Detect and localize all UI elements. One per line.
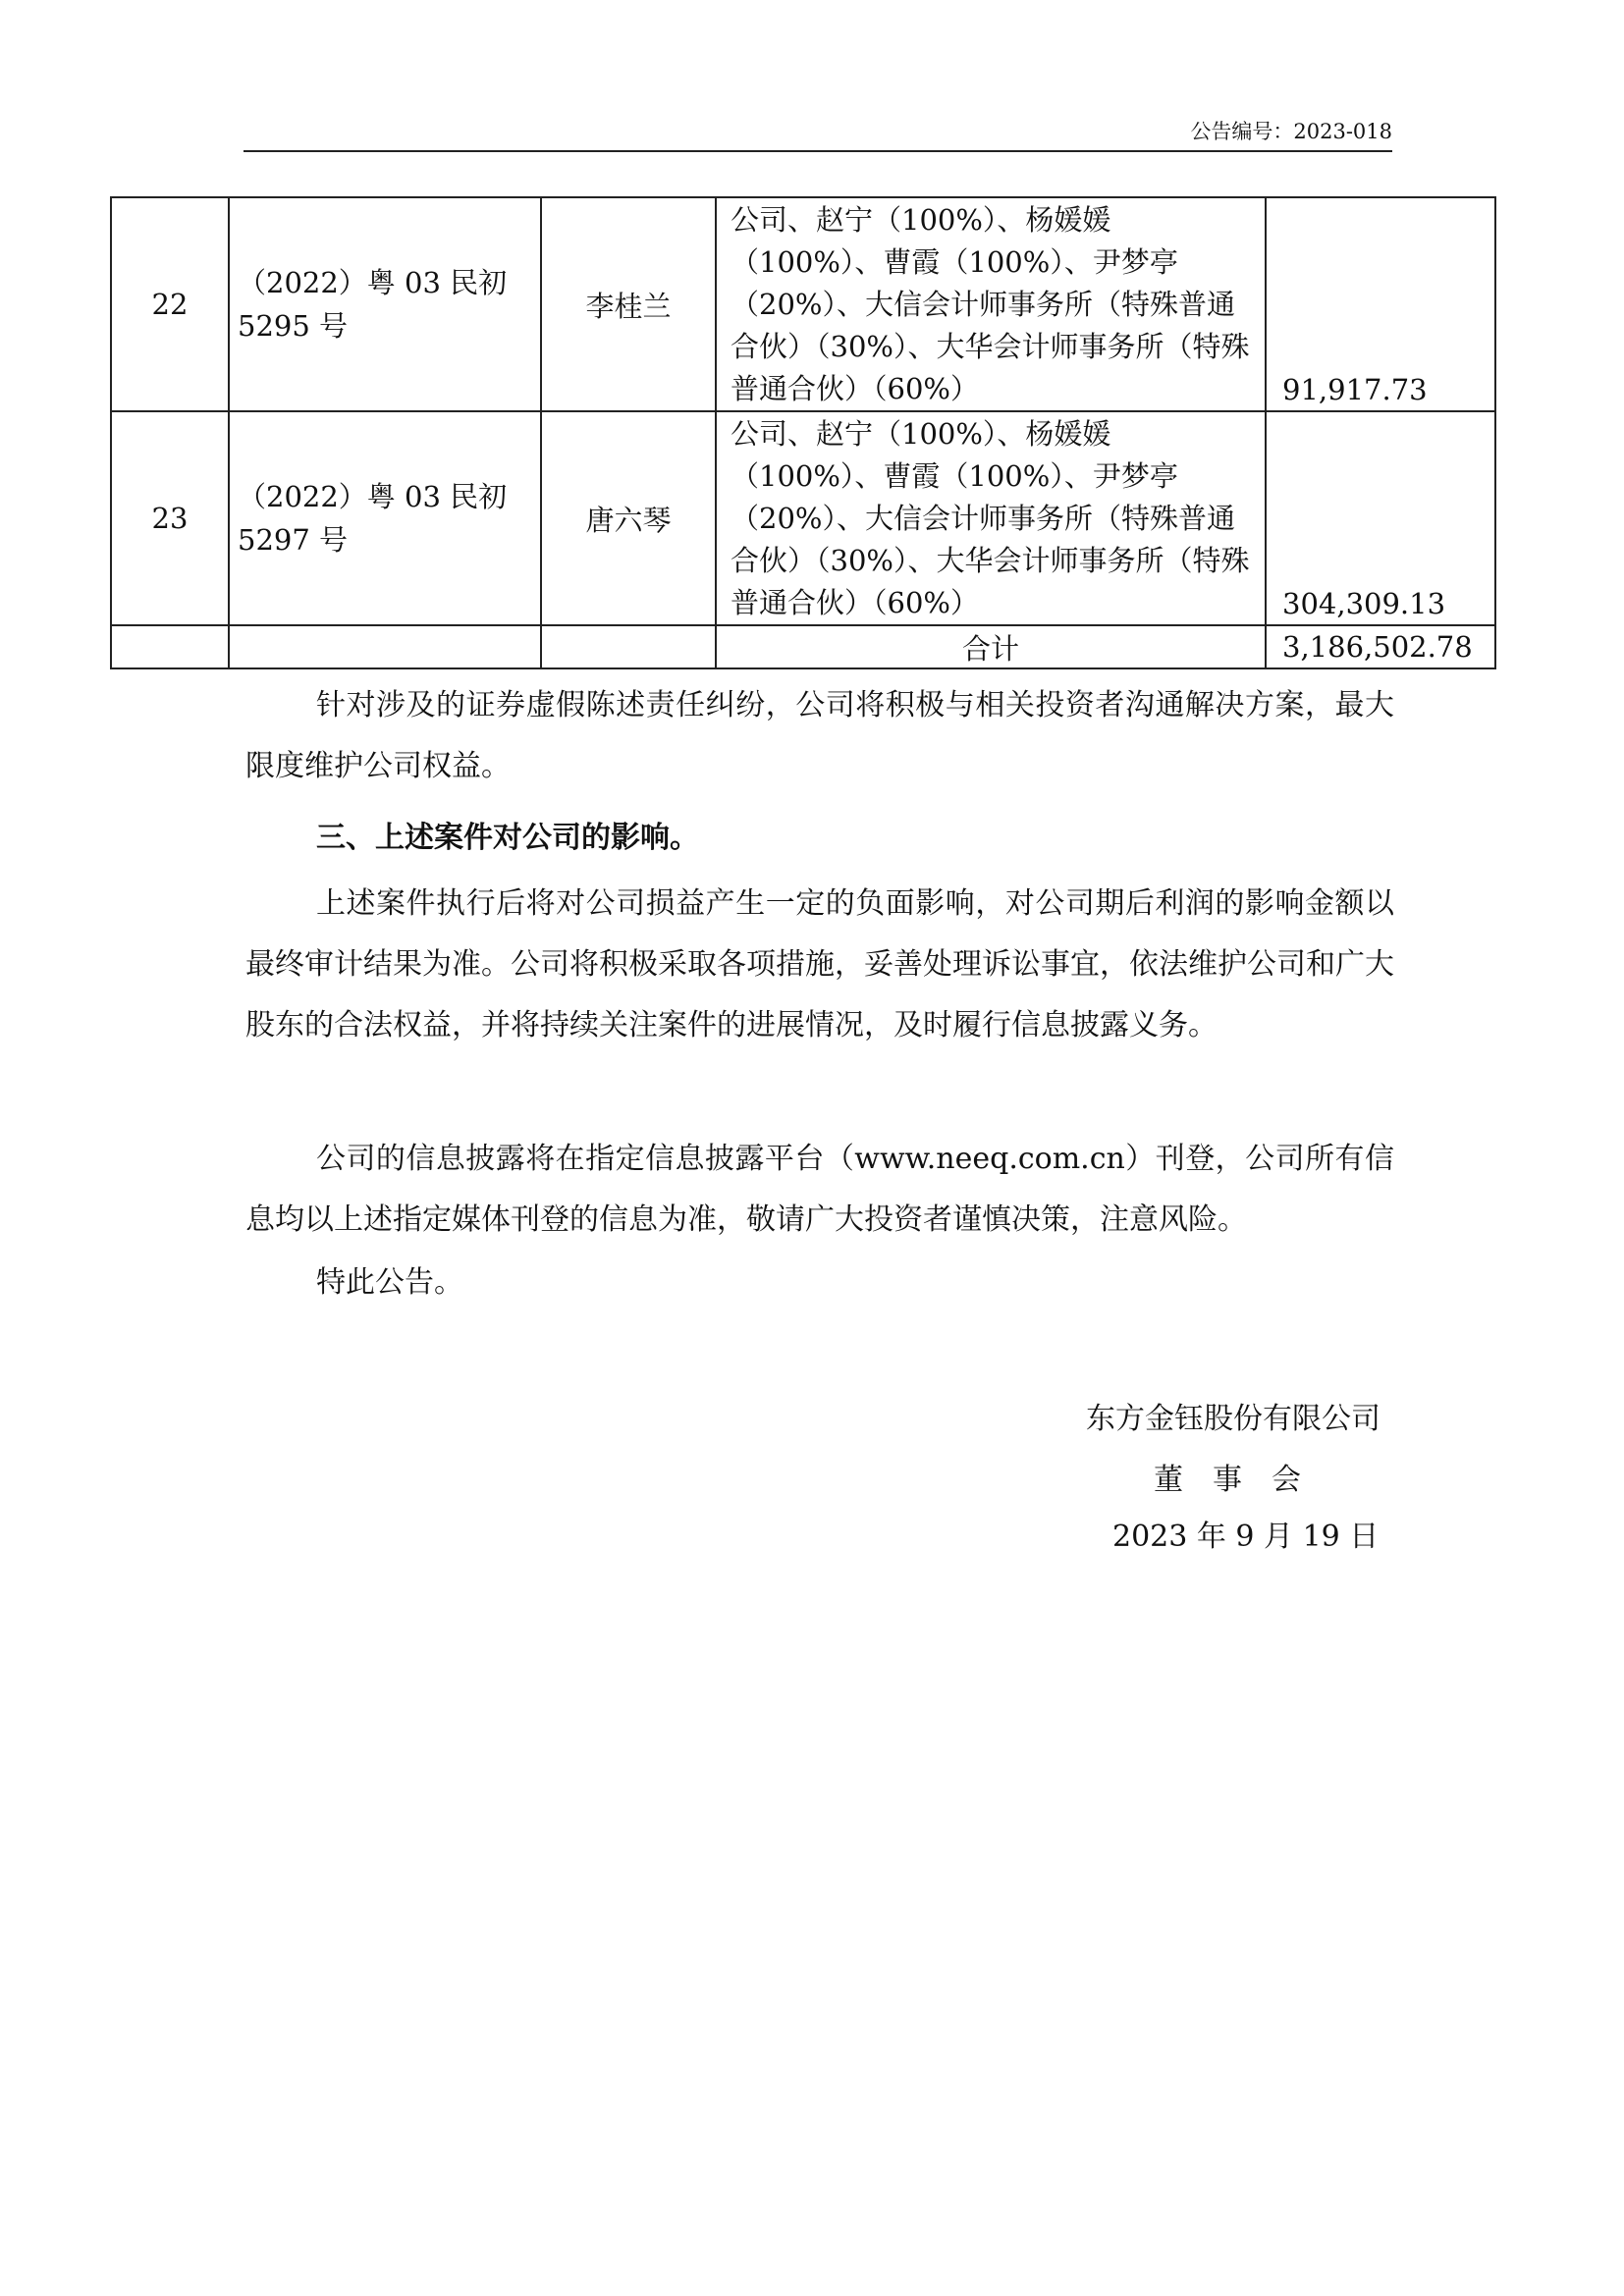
case-table [110, 196, 1496, 669]
claim-amount: 91,917.73 [1266, 197, 1495, 411]
plaintiff: 李桂兰 [541, 197, 716, 411]
table-row [111, 197, 1495, 411]
plaintiff: 唐六琴 [541, 411, 716, 625]
document-number: 公告编号：2023-018 [1190, 120, 1392, 143]
total-label: 合计 [716, 625, 1266, 668]
table-row [111, 411, 1495, 625]
paragraph-dispute: 针对涉及的证券虚假陈述责任纠纷，公司将积极与相关投资者沟通解决方案，最大限度维护公司权益。 [245, 688, 1394, 783]
defendants: 公司、赵宁（100%）、杨媛媛（100%）、曹霞（100%）、尹梦亭（20%）、大信会计师事务所（特殊普通合伙）（30%）、大华会计师事务所（特殊普通合伙）（60%） [716, 197, 1266, 411]
signature-board: 董 事 会 [1154, 1463, 1301, 1497]
total-amount: 3,186,502.78 [1266, 625, 1495, 668]
total-row [111, 625, 1495, 668]
paragraph-impact: 上述案件执行后将对公司损益产生一定的负面影响，对公司期后利润的影响金额以最终审计结果为准。公司将积极采取各项措施，妥善处理诉讼事宜，依法维护公司和广大股东的合法权益，并将持续关注案件的进展情况，及时履行信息披露义务。 [245, 886, 1394, 1042]
paragraph-disclosure: 公司的信息披露将在指定信息披露平台（www.neeq.com.cn）刊登，公司所有信息均以上述指定媒体刊登的信息为准，敬请广大投资者谨慎决策，注意风险。 [245, 1142, 1394, 1237]
claim-amount: 304,309.13 [1266, 411, 1495, 625]
case-no: 23 [111, 411, 229, 625]
empty-cell [111, 625, 229, 668]
case-number: （2022）粤 03 民初 5295 号 [229, 197, 541, 411]
case-no: 22 [111, 197, 229, 411]
section-heading-impact: 三、上述案件对公司的影响。 [316, 821, 699, 855]
empty-cell [229, 625, 541, 668]
paragraph-closing: 特此公告。 [316, 1265, 463, 1300]
case-number: （2022）粤 03 民初 5297 号 [229, 411, 541, 625]
signature-date: 2023 年 9 月 19 日 [1112, 1520, 1380, 1554]
empty-cell [541, 625, 716, 668]
defendants: 公司、赵宁（100%）、杨媛媛（100%）、曹霞（100%）、尹梦亭（20%）、大信会计师事务所（特殊普通合伙）（30%）、大华会计师事务所（特殊普通合伙）（60%） [716, 411, 1266, 625]
signature-company: 东方金钰股份有限公司 [1086, 1402, 1380, 1436]
header-divider [244, 150, 1392, 152]
